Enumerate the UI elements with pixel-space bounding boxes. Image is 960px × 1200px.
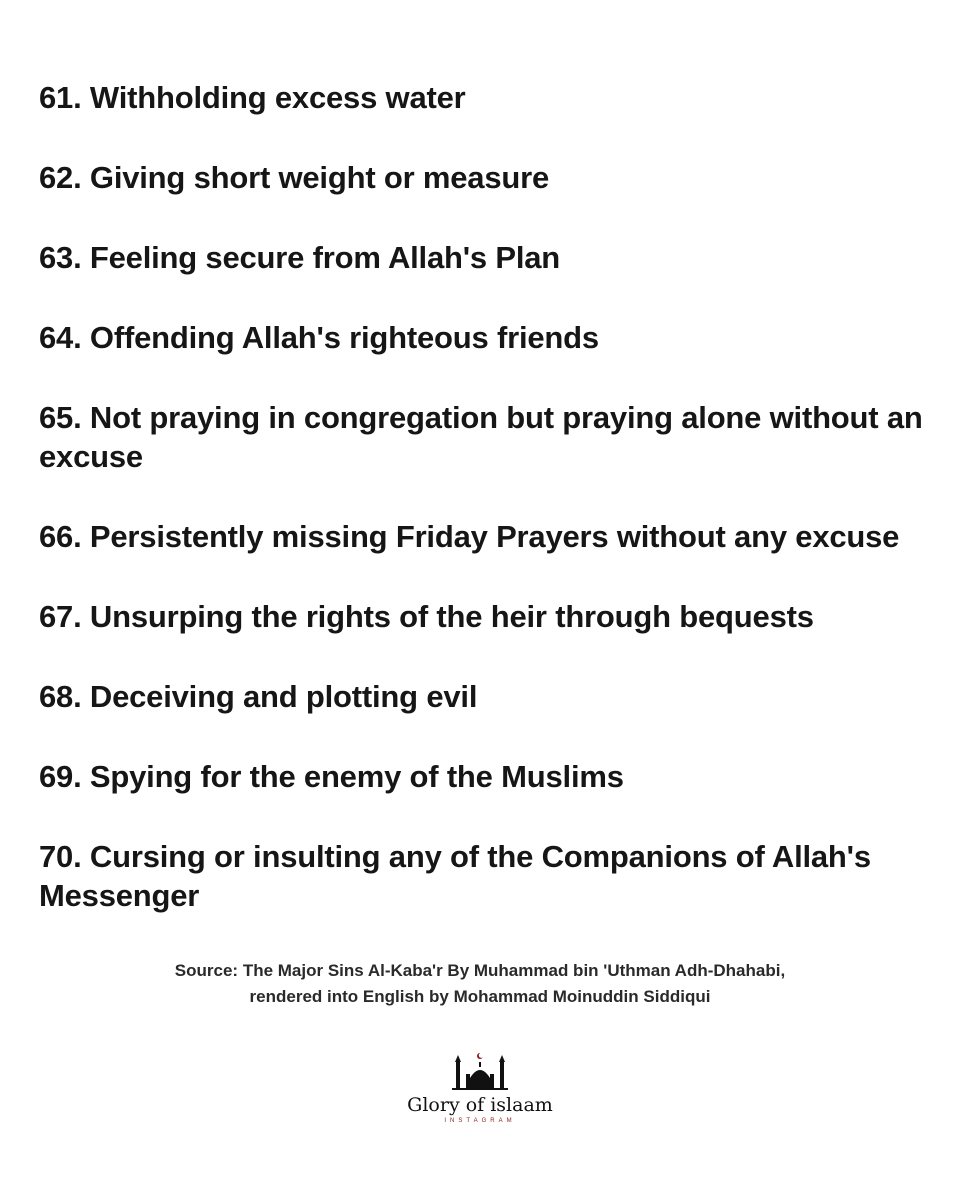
- list-item: 64. Offending Allah's righteous friends: [39, 320, 599, 355]
- list-item: 69. Spying for the enemy of the Muslims: [39, 759, 624, 794]
- list-item: 70. Cursing or insulting any of the Companions of Allah's Messenger: [39, 839, 871, 913]
- list-item: 63. Feeling secure from Allah's Plan: [39, 240, 561, 275]
- mosque-icon: [448, 1052, 512, 1092]
- list-item: 65. Not praying in congregation but praying alone without an excuse: [39, 400, 923, 474]
- list-item: 62. Giving short weight or measure: [39, 160, 549, 195]
- list-item: 67. Unsurping the rights of the heir through bequests: [39, 599, 814, 634]
- list-item: 61. Withholding excess water: [39, 80, 466, 115]
- logo-subtitle: INSTAGRAM: [444, 1118, 516, 1124]
- brand-logo: [380, 1052, 580, 1124]
- sins-list: [39, 78, 944, 956]
- list-item: 68. Deceiving and plotting evil: [39, 679, 478, 714]
- logo-title: Glory of islaam: [407, 1094, 553, 1116]
- list-item: 66. Persistently missing Friday Prayers without any excuse: [39, 519, 900, 554]
- source-line-2: rendered into English by Mohammad Moinuddin Siddiqui: [249, 987, 711, 1006]
- source-citation: [0, 958, 960, 1010]
- source-line-1: Source: The Major Sins Al-Kaba'r By Muhammad bin 'Uthman Adh-Dhahabi,: [174, 961, 786, 980]
